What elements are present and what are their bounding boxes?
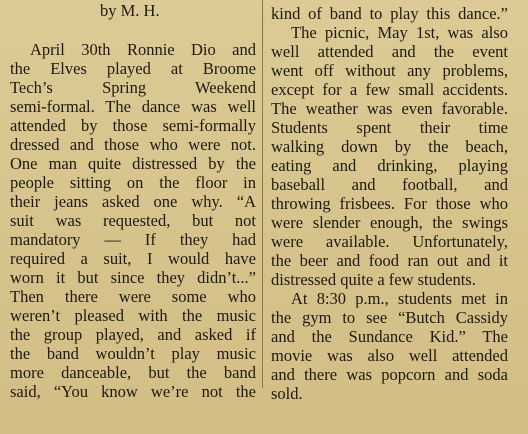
right-line: baseball and football, and [271,175,508,194]
left-line: attended by those semi-formally [10,116,256,135]
right-line: distressed quite a few students. [271,270,476,289]
right-line: walking down by the beach, [271,137,508,156]
left-line: suit was requested, but not [10,211,256,230]
left-line: Then there were some who [10,287,256,306]
left-column [10,40,256,401]
left-line: dressed and those who were not. [10,135,256,154]
left-line: more danceable, but the band [10,363,256,382]
left-line: worn it but since they didn’t...” [10,268,256,287]
right-line: the beer and food ran out and it [271,251,508,270]
right-line: The weather was even favorable. [271,99,508,118]
right-line: were slender enough, the swings [271,213,508,232]
left-line: the group played, and asked if [10,325,256,344]
right-line: were available. Unfortunately, [271,232,508,251]
right-line: At 8:30 p.m., students met in [291,289,508,308]
right-line: sold. [271,384,303,403]
right-line: movie was also well attended [271,346,508,365]
left-line: Tech’s Spring Weekend [10,78,256,97]
left-line: required a suit, I would have [10,249,256,268]
right-line: went off without any problems, [271,61,508,80]
left-line: One man quite distressed by the [10,154,256,173]
right-line: kind of band to play this dance.” [271,4,508,23]
left-line: the band wouldn’t play music [10,344,256,363]
left-line: mandatory — If they had [10,230,256,249]
right-line: well attended and the event [271,42,508,61]
right-line: eating and drinking, playing [271,156,508,175]
left-line: April 30th Ronnie Dio and [30,40,256,59]
right-line: except for a few small accidents. [271,80,508,99]
right-line: The picnic, May 1st, was also [291,23,508,42]
left-line: said, “You know we’re not the [10,382,256,401]
left-line: their jeans asked one why. “A [10,192,256,211]
left-line: semi-formal. The dance was well [10,97,256,116]
right-column [271,4,508,403]
right-line: and the Sundance Kid.” The [271,327,508,346]
byline: by M. H. [100,1,160,20]
right-line: and there was popcorn and soda [271,365,508,384]
left-line: people sitting on the floor in [10,173,256,192]
left-line: weren’t pleased with the music [10,306,256,325]
left-line: the Elves played at Broome [10,59,256,78]
column-divider [262,0,263,388]
right-line: Students spent their time [271,118,508,137]
right-line: throwing frisbees. For those who [271,194,508,213]
right-line: the gym to see “Butch Cassidy [271,308,508,327]
